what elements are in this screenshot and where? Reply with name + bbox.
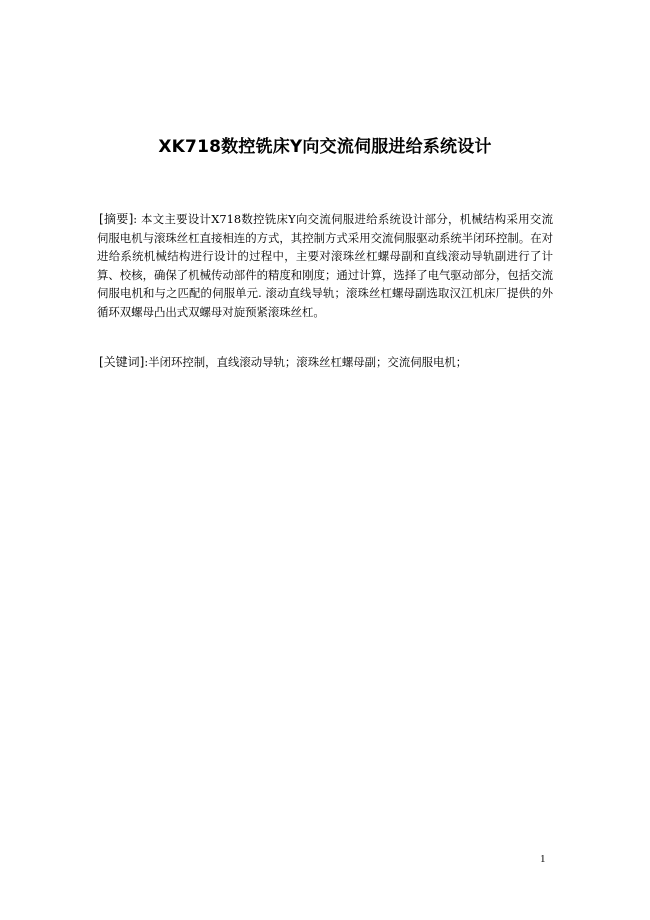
keywords-separator: : [144,355,149,369]
keywords-text: 半闭环控制，直线滚动导轨；滚珠丝杠螺母副；交流伺服电机； [148,355,468,369]
keywords-label: [关键词] [99,355,145,369]
document-title: XK718数控铣床Y向交流伺服进给系统设计 [158,137,492,157]
abstract-separator: : [133,212,142,226]
abstract-label: [摘要] [99,212,134,226]
page-number: 1 [540,853,546,865]
keywords-paragraph [99,353,555,372]
abstract-paragraph [97,210,553,322]
abstract-text: 本文主要设计X718数控铣床Y向交流伺服进给系统设计部分，机械结构采用交流伺服电机与滚珠丝杠直接相连的方式，其控制方式采用交流伺服驱动系统半闭环控制。在对进给系统机械结构进行设计的过程中，主要对滚珠丝杠螺母副和直线滚动导轨副进行了计算、校核，确保了机械传动部件的精度和刚度；通过计算，选择了电气驱动部分，包括交流伺服电机和与之匹配的伺服单元. 滚动直线导轨；滚珠丝杠螺母副选取汉江机床厂提供的外循环双螺母凸出式双螺母对旋预紧滚珠丝杠。 [97,212,553,319]
